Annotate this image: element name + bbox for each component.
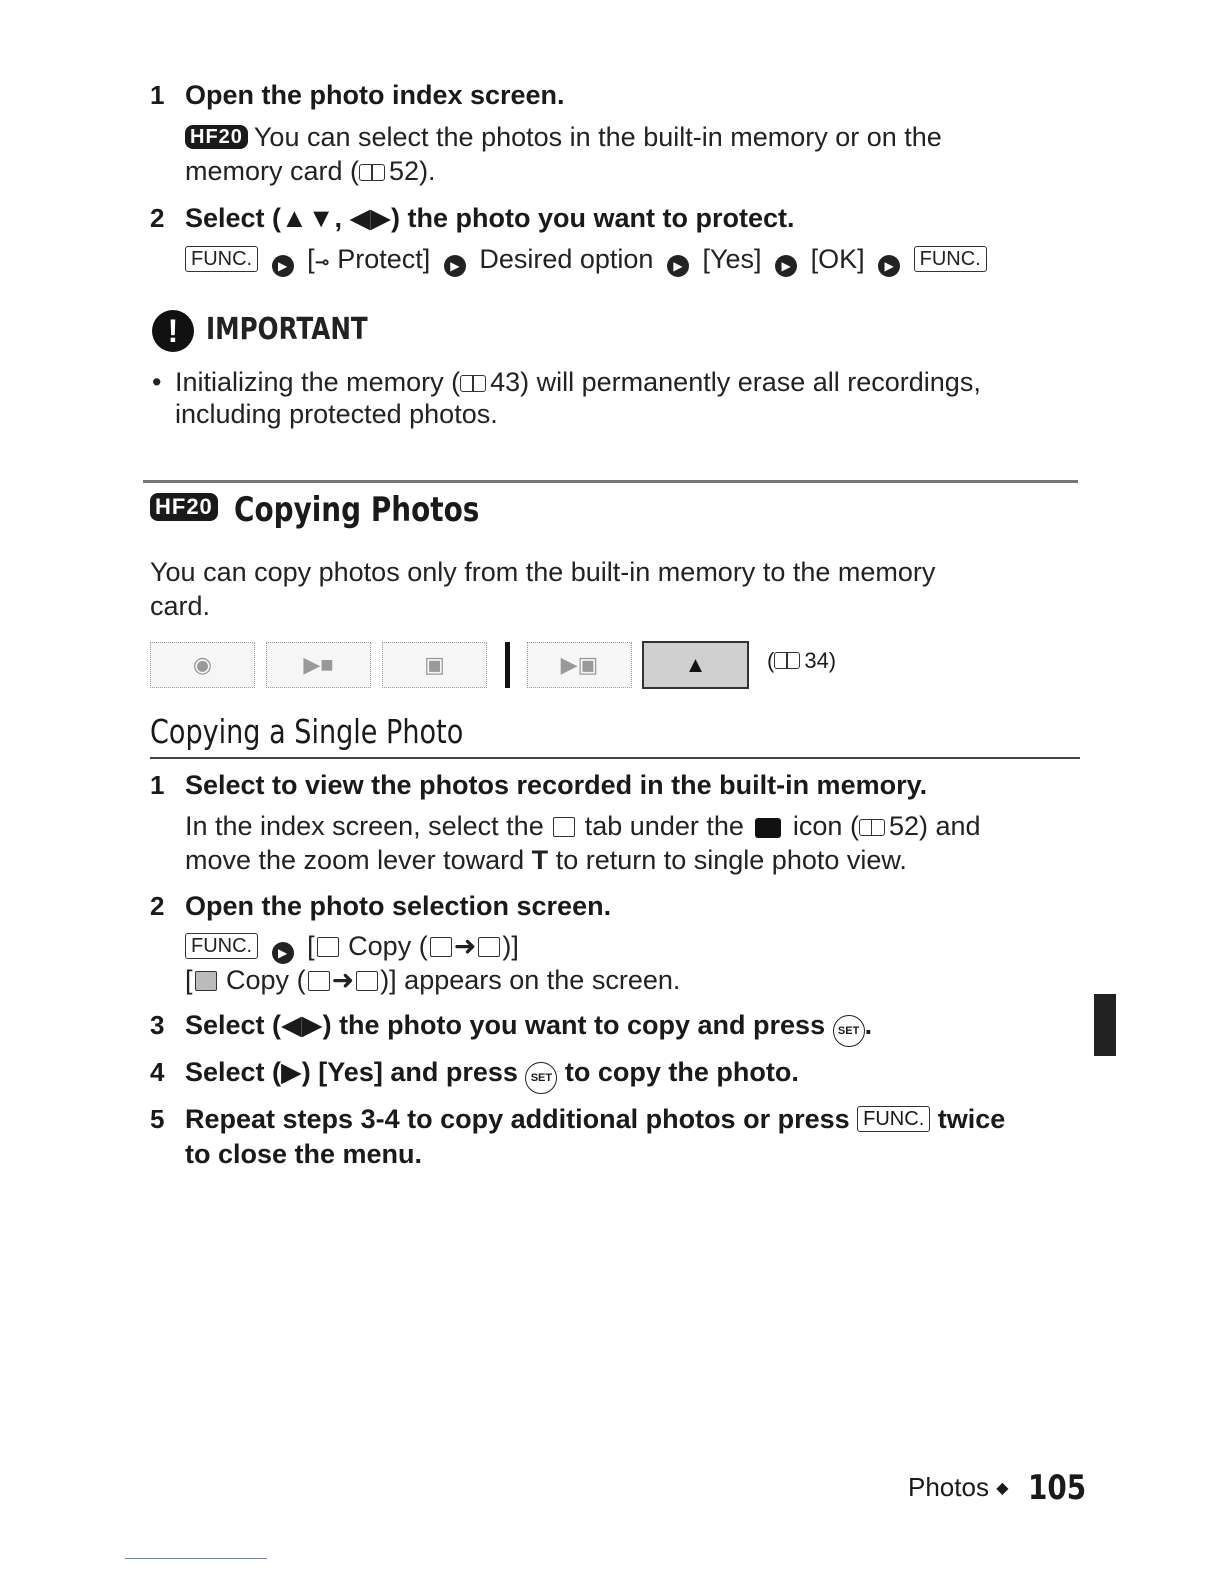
camera-auto-icon: ◉ (192, 652, 213, 677)
step-title: Select to view the photos recorded in the built-in memory. (185, 770, 928, 800)
book-icon (460, 375, 486, 392)
hf20-badge: HF20 (150, 493, 218, 521)
step-title: Select (▲▼, ◀▶) the photo you want to protect. (185, 203, 795, 233)
mode-separator (505, 642, 510, 688)
section-heading (150, 493, 224, 522)
footer-rule (125, 1558, 267, 1559)
movie-camera-icon: ▶■ (303, 652, 334, 677)
arrow-right-icon: ▶ (444, 255, 466, 277)
arrow-right-icon: ▶ (775, 255, 797, 277)
important-icon: ! (152, 310, 194, 352)
subsection-title: Copying a Single Photo (150, 712, 464, 751)
step-body: memory card ( 52). (185, 156, 436, 186)
book-icon (859, 819, 885, 836)
arrow-right-icon: ▶ (878, 255, 900, 277)
page-number: 105 (1028, 1468, 1087, 1508)
step-body: In the index screen, select the tab under the icon ( 52) and (185, 811, 981, 841)
mode-play-movie (527, 642, 632, 688)
step-number: 2 (150, 203, 165, 233)
arrow-right-icon: ▶ (272, 942, 294, 964)
set-button-icon: SET (833, 1015, 865, 1047)
copy-photo-icon (195, 971, 217, 991)
step-body: [ Copy ( ➜ )] appears on the screen. (185, 965, 681, 995)
camera-icon (755, 818, 781, 838)
step-title: Repeat steps 3-4 to copy additional photos or press FUNC. twice (185, 1104, 1006, 1134)
important-text: Initializing the memory ( 43) will permanently erase all recordings, (175, 367, 981, 397)
step-number: 3 (150, 1010, 165, 1040)
step-number: 4 (150, 1057, 165, 1087)
important-bullet (152, 365, 161, 399)
step-body: move the zoom lever toward T to return to single photo view. (185, 845, 907, 875)
page-footer (908, 1472, 1009, 1503)
book-icon (774, 652, 800, 669)
mode-play-photo (642, 641, 749, 689)
func-button-icon: FUNC. (185, 933, 258, 959)
play-movie-icon: ▶▣ (560, 652, 599, 677)
hf20-badge: HF20 (185, 125, 248, 149)
step-title: Select (◀▶) the photo you want to copy and press SET . (185, 1010, 872, 1047)
memory-card-icon (356, 971, 378, 991)
func-button-icon: FUNC. (857, 1106, 930, 1132)
func-button-icon: FUNC. (185, 246, 258, 272)
step-number: 1 (150, 80, 165, 110)
copy-photo-icon (317, 937, 339, 957)
step-title: to close the menu. (185, 1139, 423, 1169)
play-photo-icon: ▲ (684, 652, 707, 677)
step-body: HF20 You can select the photos in the built-in memory or on the (185, 120, 942, 154)
thumb-index-tab (1094, 994, 1116, 1056)
built-in-memory-icon (430, 937, 452, 957)
built-in-memory-icon (308, 971, 330, 991)
step-number: 1 (150, 770, 165, 800)
section-title: Copying Photos (234, 490, 480, 530)
important-label: IMPORTANT (206, 312, 368, 347)
built-in-memory-icon (553, 817, 575, 837)
bullet-icon: • (152, 367, 162, 397)
arrow-right-icon: ▶ (272, 255, 294, 277)
mode-camera-movie-auto (150, 642, 255, 688)
step-title: Select (▶) [Yes] and press SET to copy the photo. (185, 1057, 799, 1094)
mode-camera-movie (266, 642, 371, 688)
mode-page-ref: ( 34) (767, 648, 837, 673)
section-intro: card. (150, 591, 211, 621)
menu-path: FUNC. ▶ [⊸ Protect] ▶ Desired option ▶ [Yes] ▶ [OK] ▶ FUNC. (185, 242, 987, 279)
step-number: 2 (150, 891, 165, 921)
key-icon: ⊸ (314, 252, 330, 272)
step-number: 5 (150, 1104, 165, 1134)
step-title: Open the photo selection screen. (185, 891, 612, 921)
memory-card-icon (478, 937, 500, 957)
footer-separator: ◆ (996, 1480, 1009, 1497)
menu-path: FUNC. ▶ [ Copy ( ➜ )] (185, 929, 519, 964)
func-button-icon: FUNC. (914, 246, 987, 272)
step-title: Open the photo index screen. (185, 80, 565, 110)
photo-camera-icon: ▣ (424, 652, 445, 677)
section-intro: You can copy photos only from the built-in memory to the memory (150, 557, 936, 587)
section-divider (143, 480, 1078, 483)
important-text: including protected photos. (175, 399, 498, 429)
arrow-right-icon: ▶ (667, 255, 689, 277)
mode-camera-photo (382, 642, 487, 688)
set-button-icon: SET (525, 1062, 557, 1094)
footer-section: Photos (908, 1472, 989, 1502)
book-icon (359, 164, 385, 181)
subsection-divider (150, 757, 1080, 759)
